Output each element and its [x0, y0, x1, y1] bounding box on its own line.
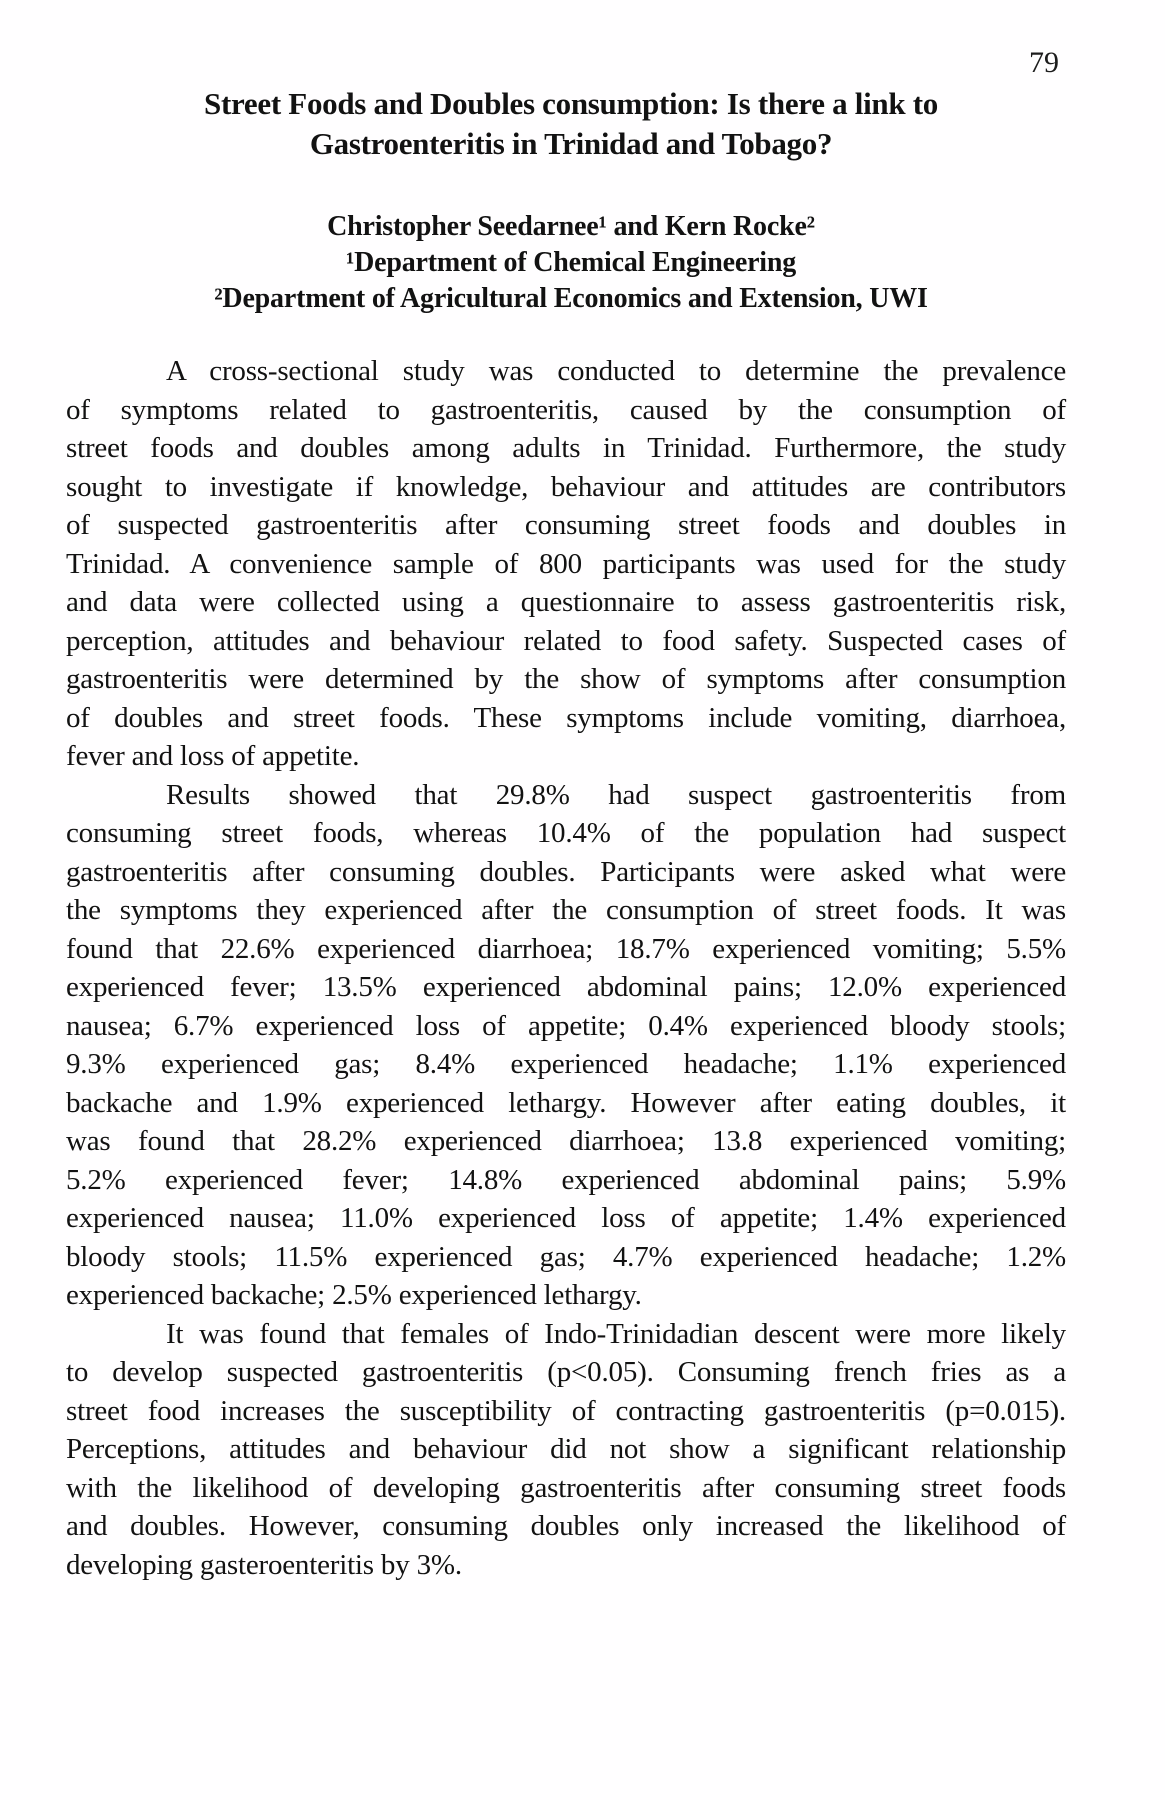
body-line: and doubles. However, consuming doubles only increased the likelihood of	[66, 1510, 1066, 1542]
body-line: experienced nausea; 11.0% experienced loss of appetite; 1.4% experienced	[66, 1202, 1066, 1234]
body-line: of doubles and street foods. These symptoms include vomiting, diarrhoea,	[66, 701, 1066, 734]
body-line: developing gasteroenteritis by 3%.	[66, 1548, 462, 1581]
body-line: of suspected gastroenteritis after consuming street foods and doubles in	[66, 509, 1066, 541]
body-line: Perceptions, attitudes and behaviour did not show a significant relationship	[66, 1433, 1066, 1465]
body-line: It was found that females of Indo-Trinidadian descent were more likely	[166, 1317, 1066, 1350]
body-line: perception, attitudes and behaviour related to food safety. Suspected cases of	[66, 624, 1066, 657]
body-line: experienced backache; 2.5% experienced lethargy.	[66, 1279, 642, 1311]
authors-line: Christopher Seedarnee¹ and Kern Rocke²	[327, 211, 815, 242]
body-line: A cross-sectional study was conducted to determine the prevalence	[166, 355, 1066, 387]
body-line: sought to investigate if knowledge, behaviour and attitudes are contributors	[66, 470, 1066, 503]
body-line: bloody stools; 11.5% experienced gas; 4.7% experienced headache; 1.2%	[66, 1240, 1066, 1273]
body-line: to develop suspected gastroenteritis (p<0.05). Consuming french fries as a	[66, 1356, 1066, 1388]
author-block	[66, 209, 1076, 317]
body-line: 5.2% experienced fever; 14.8% experienced abdominal pains; 5.9%	[66, 1163, 1066, 1196]
body-line: Results showed that 29.8% had suspect gastroenteritis from	[166, 778, 1066, 811]
body-line: was found that 28.2% experienced diarrhoea; 13.8 experienced vomiting;	[66, 1125, 1066, 1157]
affiliation-1: ¹Department of Chemical Engineering	[345, 247, 797, 278]
paper-title	[66, 84, 1076, 164]
body-line: and data were collected using a questionnaire to assess gastroenteritis risk,	[66, 586, 1066, 618]
body-line: backache and 1.9% experienced lethargy. However after eating doubles, it	[66, 1086, 1066, 1119]
affiliation-2: ²Department of Agricultural Economics and Extension, UWI	[214, 283, 928, 314]
body-line: Trinidad. A convenience sample of 800 participants was used for the study	[66, 547, 1066, 580]
body-line: of symptoms related to gastroenteritis, caused by the consumption of	[66, 393, 1066, 426]
title-line-1: Street Foods and Doubles consumption: Is there a link to	[204, 86, 938, 121]
body-line: experienced fever; 13.5% experienced abdominal pains; 12.0% experienced	[66, 971, 1066, 1003]
body-line: 9.3% experienced gas; 8.4% experienced headache; 1.1% experienced	[66, 1048, 1066, 1080]
title-line-2: Gastroenteritis in Trinidad and Tobago?	[309, 126, 833, 161]
abstract-paragraph	[66, 352, 1066, 776]
body-line: nausea; 6.7% experienced loss of appetite; 0.4% experienced bloody stools;	[66, 1009, 1066, 1042]
page-number: 79	[1029, 46, 1059, 79]
body-line: with the likelihood of developing gastroenteritis after consuming street foods	[66, 1471, 1066, 1504]
body-line: gastroenteritis were determined by the show of symptoms after consumption	[66, 663, 1066, 695]
abstract-paragraph	[66, 1315, 1066, 1585]
body-line: fever and loss of appetite.	[66, 740, 360, 772]
body-line: gastroenteritis after consuming doubles. Participants were asked what were	[66, 855, 1066, 888]
abstract-body	[66, 352, 1066, 1584]
body-line: street food increases the susceptibility of contracting gastroenteritis (p=0.015).	[66, 1394, 1066, 1427]
body-line: the symptoms they experienced after the consumption of street foods. It was	[66, 894, 1066, 926]
body-line: consuming street foods, whereas 10.4% of the population had suspect	[66, 817, 1066, 849]
abstract-paragraph	[66, 776, 1066, 1315]
body-line: street foods and doubles among adults in Trinidad. Furthermore, the study	[66, 432, 1066, 464]
body-line: found that 22.6% experienced diarrhoea; 18.7% experienced vomiting; 5.5%	[66, 932, 1066, 965]
